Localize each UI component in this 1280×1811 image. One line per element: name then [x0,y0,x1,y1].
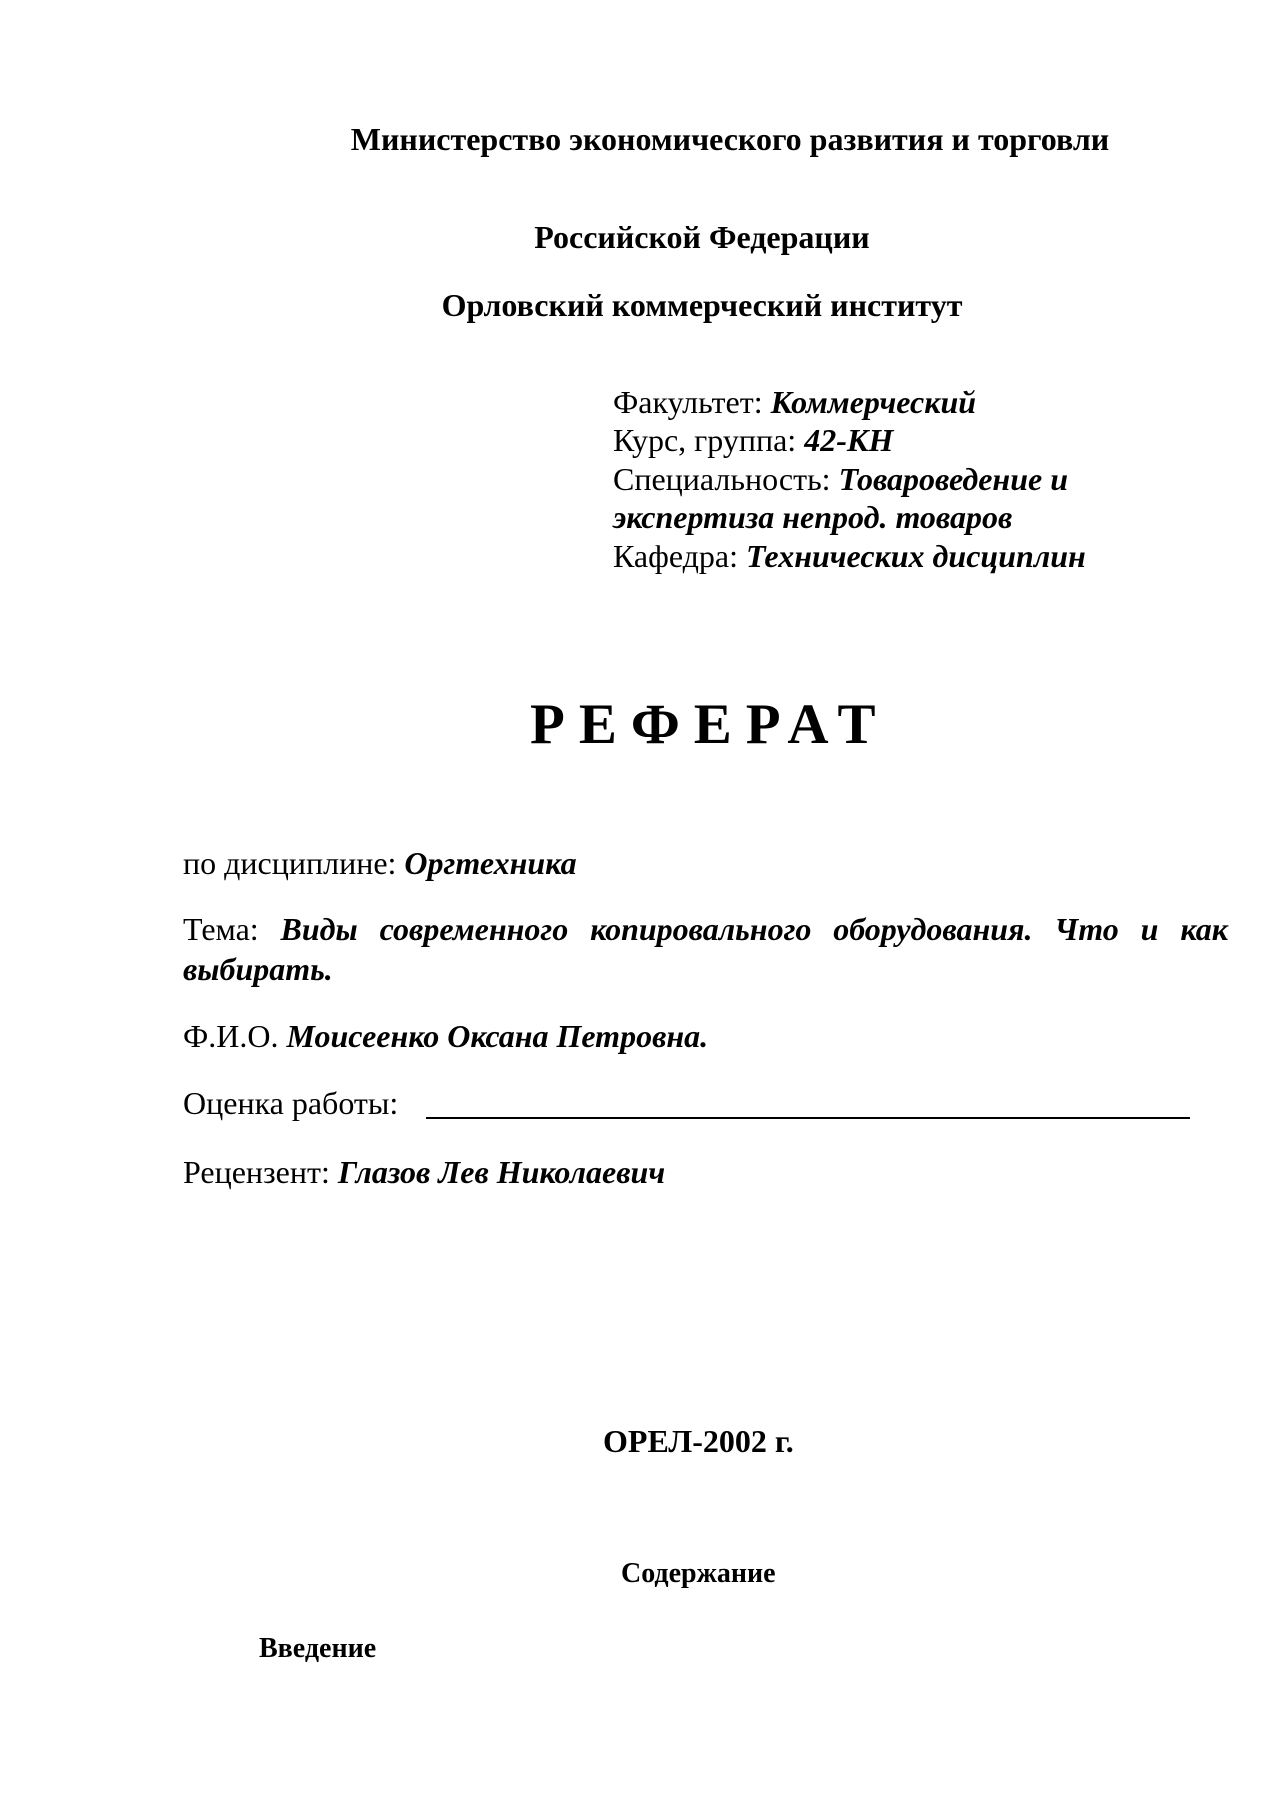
reviewer-label: Рецензент: [183,1154,338,1190]
discipline-value: Оргтехника [404,845,577,881]
faculty-value: Коммерческий [770,384,977,420]
course-value: 42-КН [804,422,894,458]
contents-heading: Содержание [621,1558,776,1589]
discipline-label: по дисциплине: [183,845,405,881]
fio-label: Ф.И.О. [183,1018,287,1054]
reviewer-value: Глазов Лев Николаевич [337,1154,666,1190]
department-line [613,537,1086,575]
department-label: Кафедра: [613,538,747,574]
course-line [613,421,893,459]
topic-word: оборудования. [833,911,1033,947]
fio-line [183,1018,708,1055]
institute-heading: Орловский коммерческий институт [441,287,963,323]
topic-word: Виды [280,911,358,947]
topic-word: современного [379,911,569,947]
faculty-line [613,383,976,421]
department-value: Технических дисциплин [746,538,1086,574]
specialty-label: Специальность: [613,461,839,497]
ministry-heading: Министерство экономического развития и торговли [350,121,1110,157]
specialty-value-1: Товароведение и [838,461,1068,497]
topic-word: и [1140,911,1159,947]
discipline-line [183,845,577,882]
grade-blank-line [426,1117,1190,1119]
reviewer-line [183,1154,665,1191]
topic-line-2: выбирать. [183,951,333,987]
topic-line-1 [183,911,1228,948]
topic-word: Что [1054,911,1119,947]
specialty-line [613,460,1068,498]
course-label: Курс, группа: [613,422,805,458]
topic-word: копировального [590,911,812,947]
topic-word: как [1180,911,1228,947]
faculty-label: Факультет: [613,384,771,420]
federation-heading: Российской Федерации [534,219,870,255]
fio-value: Моисеенко Оксана Петровна. [286,1018,709,1054]
specialty-value-2: экспертиза непрод. товаров [613,499,1013,535]
topic-label: Тема: [183,911,259,947]
grade-label: Оценка работы: [183,1085,399,1121]
introduction-heading: Введение [259,1633,377,1664]
city-year: ОРЕЛ-2002 г. [603,1423,794,1459]
document-title: РЕФЕРАТ [530,693,890,756]
